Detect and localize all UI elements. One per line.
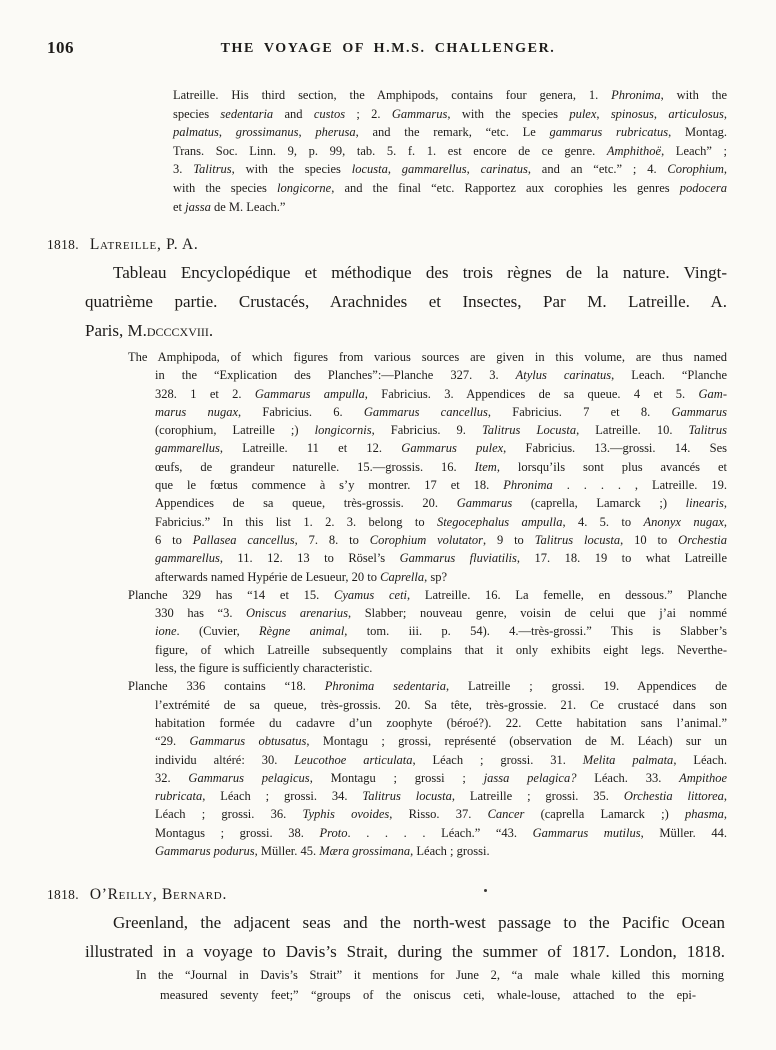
text-line: Latreille. His third section, the Amphipods, contains four genera, 1. Phronima, with the [173, 88, 727, 102]
text-line: œufs, de grandeur naturelle. 15.—grossis. 16. Item, lorsqu’ils sont plus avancés et [155, 459, 727, 474]
text-line: with the species longicorne, and the final “etc. Rapportez aux corophies les genres podocera [173, 180, 727, 195]
entry-title-oreilly [85, 908, 725, 966]
ink-speck-artifact [484, 889, 487, 892]
text-line: 3. Talitrus, with the species locusta, gammarellus, carinatus, and an “etc.” ; 4. Corophium, [173, 162, 728, 177]
text-line: Paris, M.dcccxviii. [85, 321, 214, 340]
entry-heading-latreille [47, 236, 198, 254]
text-line: 328. 1 et 2. Gammarus ampulla, Fabricius. 3. Appendices de sa queue. 4 et 5. Gam- [155, 386, 727, 401]
text-line: 32. Gammarus pelagicus, Montagu ; grossi ; jassa pelagica? Léach. 33. Ampithoe [155, 770, 728, 785]
text-line: gammarellus, Latreille. 11 et 12. Gammarus pulex, Fabricius. 13.—grossi. 14. Ses [155, 441, 727, 456]
entry-heading-oreilly [47, 886, 227, 904]
entry-title-latreille [85, 258, 727, 345]
text-line: 330 has “3. Oniscus arenarius, Slabber; nouveau genre, voisin de celui que j’ai nommé [155, 606, 727, 621]
annotation-paragraph [128, 586, 727, 677]
text-line: O’Reilly, Bernard. [89, 886, 228, 903]
text-line: Planche 329 has “14 et 15. Cyamus ceti, Latreille. 16. La femelle, en dessous.” Planche [128, 587, 727, 602]
entry-author [90, 236, 199, 254]
text-line: In the “Journal in Davis’s Strait” it mentions for June 2, “a male whale killed this morning [136, 968, 724, 982]
text-line: in the “Explication des Planches”:—Planche 327. 3. Atylus carinatus, Leach. “Planche [155, 368, 727, 383]
text-line: Appendices de sa queue, très-grossis. 20. Gammarus (caprella, Lamarck ;) linearis, [155, 496, 727, 511]
text-line: l’extrémité de sa queue, très-grossis. 20. Sa tête, très-grossie. 21. Ce crustacé dans son [155, 697, 727, 712]
running-title: THE VOYAGE OF H.M.S. CHALLENGER. [220, 41, 556, 56]
text-line: ione. (Cuvier, Règne animal, tom. iii. p. 54). 4.—très-grossi.” This is Slabber’s [155, 624, 727, 639]
text-line: Léach ; grossi. 36. Typhis ovoides, Risso. 37. Cancer (caprella Lamarck ;) phasma, [155, 807, 728, 822]
text-line: (corophium, Latreille ;) longicornis, Fabricius. 9. Talitrus Locusta, Latreille. 10. Talitrus [155, 423, 727, 438]
text-line: et jassa de M. Leach.” [173, 199, 286, 214]
entry-year: 1818. [47, 887, 79, 902]
annotation-paragraph [128, 677, 727, 860]
page-number: 106 [47, 38, 74, 57]
entry-annotation-latreille [128, 348, 727, 860]
text-line: afterwards named Hypérie de Lesueur, 20 to Caprella, sp? [155, 569, 448, 584]
text-line: measured seventy feet;” “groups of the oniscus ceti, whale-louse, attached to the epi- [160, 987, 696, 1002]
text-line: Greenland, the adjacent seas and the north-west passage to the Pacific Ocean [113, 913, 725, 932]
text-line: gammarellus, 11. 12. 13 to Rösel’s Gammarus fluviatilis, 17. 18. 19 to what Latreille [155, 551, 727, 566]
text-line: Latreille, P. A. [89, 236, 199, 253]
entry-year: 1818. [47, 237, 79, 252]
text-line: Tableau Encyclopédique et méthodique des trois règnes de la nature. Vingt- [113, 263, 727, 282]
text-line: “29. Gammarus obtusatus, Montagu ; grossi, représenté (observation de M. Léach) sur un [155, 734, 727, 749]
text-line: Montagus ; grossi. 38. Proto. . . . . Léach.” “43. Gammarus mutilus, Müller. 44. [155, 825, 727, 840]
text-line: Planche 336 contains “18. Phronima sedentaria, Latreille ; grossi. 19. Appendices de [128, 679, 727, 694]
entry-author [90, 886, 227, 904]
text-line: illustrated in a voyage to Davis’s Strait, during the summer of 1817. London, 1818. [85, 942, 725, 961]
previous-entry-annotation [173, 86, 727, 216]
annotation-paragraph [128, 348, 727, 586]
text-line: Trans. Soc. Linn. 9, p. 99, tab. 5. f. 1. est encore de ce genre. Amphithoë, Leach” ; [173, 143, 727, 158]
text-line: Gammarus podurus, Müller. 45. Mæra grossimana, Léach ; grossi. [155, 844, 490, 859]
entry-annotation-oreilly [136, 966, 724, 1005]
text-line: palmatus, grossimanus, pherusa, and the remark, “etc. Le gammarus rubricatus, Montag. [173, 125, 728, 140]
text-line: quatrième partie. Crustacés, Arachnides et Insectes, Par M. Latreille. A. [85, 292, 727, 311]
text-line: habitation formée du cadavre d’un zoophyte (béroé?). 22. Cette habitation sans l’animal.” [155, 715, 727, 730]
text-line: rubricata, Léach ; grossi. 34. Talitrus locusta, Latreille ; grossi. 35. Orchestia littorea, [155, 789, 727, 804]
text-line: individu altéré: 30. Leucothoe articulata, Léach ; grossi. 31. Melita palmata, Léach. [155, 752, 727, 767]
text-line: 6 to Pallasea cancellus, 7. 8. to Corophium volutator, 9 to Talitrus locusta, 10 to Orchestia [155, 532, 727, 547]
text-line: marus nugax, Fabricius. 6. Gammarus cancellus, Fabricius. 7 et 8. Gammarus [155, 404, 728, 419]
text-line: species sedentaria and custos ; 2. Gammarus, with the species pulex, spinosus, articulosus, [173, 106, 727, 121]
text-line: less, the figure is sufficiently characteristic. [155, 661, 373, 676]
text-line: Fabricius.” In this list 1. 2. 3. belong to Stegocephalus ampulla, 4. 5. to Anonyx nugax, [155, 514, 727, 529]
text-line: que le fœtus commence à s’y montrer. 17 et 18. Phronima . . . . , Latreille. 19. [155, 478, 727, 493]
text-line: figure, of which Latreille subsequently complains that it only exhibits eight legs. Neverthe- [155, 642, 727, 657]
text-line: The Amphipoda, of which figures from various sources are given in this volume, are thus named [128, 350, 727, 364]
